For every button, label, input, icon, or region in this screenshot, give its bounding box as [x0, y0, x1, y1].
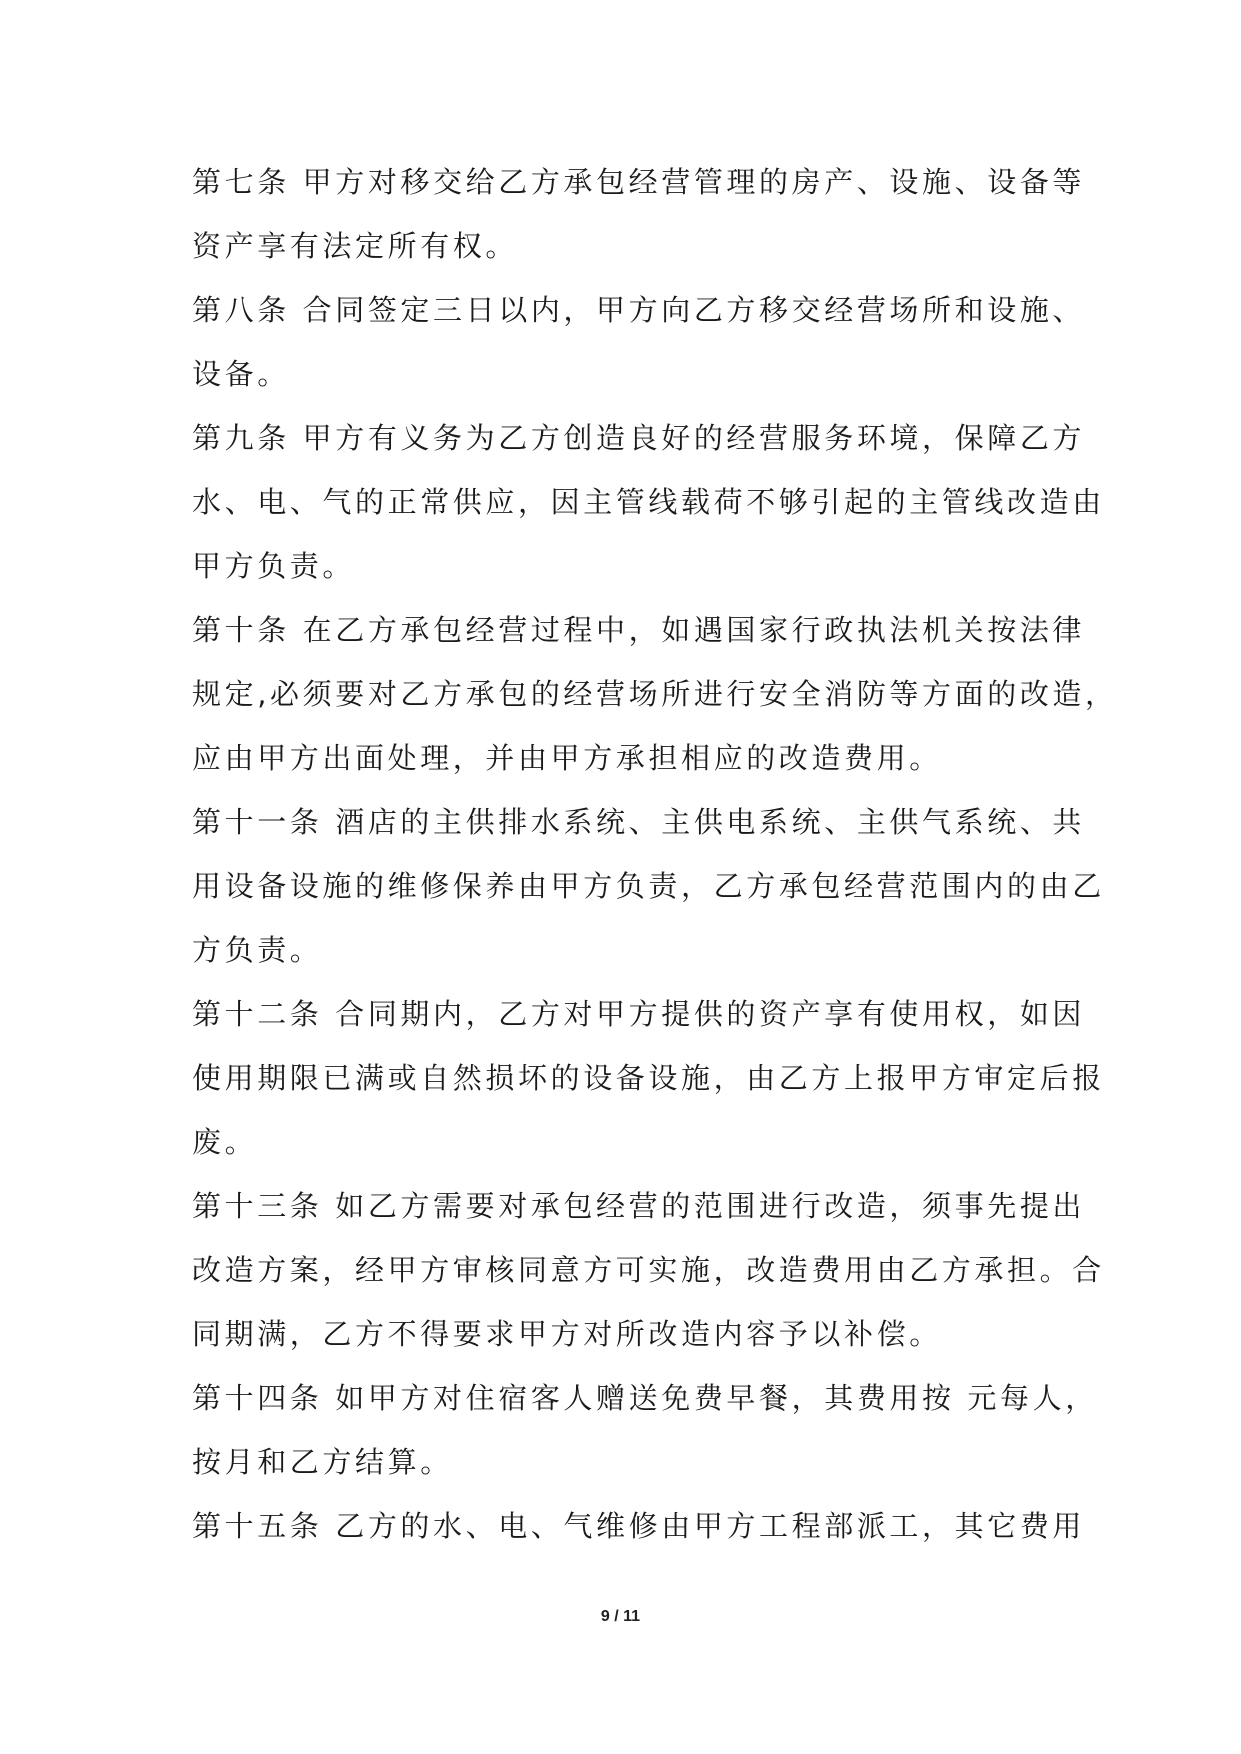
text-line: 使用期限已满或自然损坏的设备设施，由乙方上报甲方审定后报: [192, 1061, 1105, 1095]
text-line: 第十一条 酒店的主供排水系统、主供电系统、主供气系统、共: [192, 805, 1086, 839]
text-line: 甲方负责。: [192, 549, 356, 583]
text-line: 按月和乙方结算。: [192, 1445, 453, 1479]
text-line: 应由甲方出面处理，并由甲方承担相应的改造费用。: [192, 741, 942, 775]
text-line: 资产享有法定所有权。: [192, 229, 519, 263]
text-line: 第九条 甲方有义务为乙方创造良好的经营服务环境，保障乙方: [192, 421, 1086, 455]
page-number: 9 / 11: [600, 1608, 641, 1625]
text-line: 改造方案，经甲方审核同意方可实施，改造费用由乙方承担。合: [192, 1253, 1105, 1287]
text-line: 第十三条 如乙方需要对承包经营的范围进行改造，须事先提出: [192, 1189, 1086, 1223]
text-line: 第八条 合同签定三日以内，甲方向乙方移交经营场所和设施、: [192, 293, 1086, 327]
text-line: 第七条 甲方对移交给乙方承包经营管理的房产、设施、设备等: [192, 165, 1086, 199]
text-line: 第十四条 如甲方对住宿客人赠送免费早餐，其费用按 元每人，: [192, 1381, 1098, 1415]
text-line: 设备。: [192, 357, 290, 391]
contract-body: [192, 150, 1118, 1558]
text-line: 水、电、气的正常供应，因主管线载荷不够引起的主管线改造由: [192, 485, 1105, 519]
text-line: 废。: [192, 1125, 258, 1159]
text-line: 用设备设施的维修保养由甲方负责，乙方承包经营范围内的由乙: [192, 869, 1105, 903]
text-line: 第十五条 乙方的水、电、气维修由甲方工程部派工，其它费用: [192, 1509, 1086, 1543]
text-line: 同期满，乙方不得要求甲方对所改造内容予以补偿。: [192, 1317, 942, 1351]
text-line: 规定,必须要对乙方承包的经营场所进行安全消防等方面的改造，: [192, 677, 1118, 711]
text-line: 第十二条 合同期内，乙方对甲方提供的资产享有使用权，如因: [192, 997, 1086, 1031]
text-line: 第十条 在乙方承包经营过程中，如遇国家行政执法机关按法律: [192, 613, 1086, 647]
text-line: 方负责。: [192, 933, 323, 967]
